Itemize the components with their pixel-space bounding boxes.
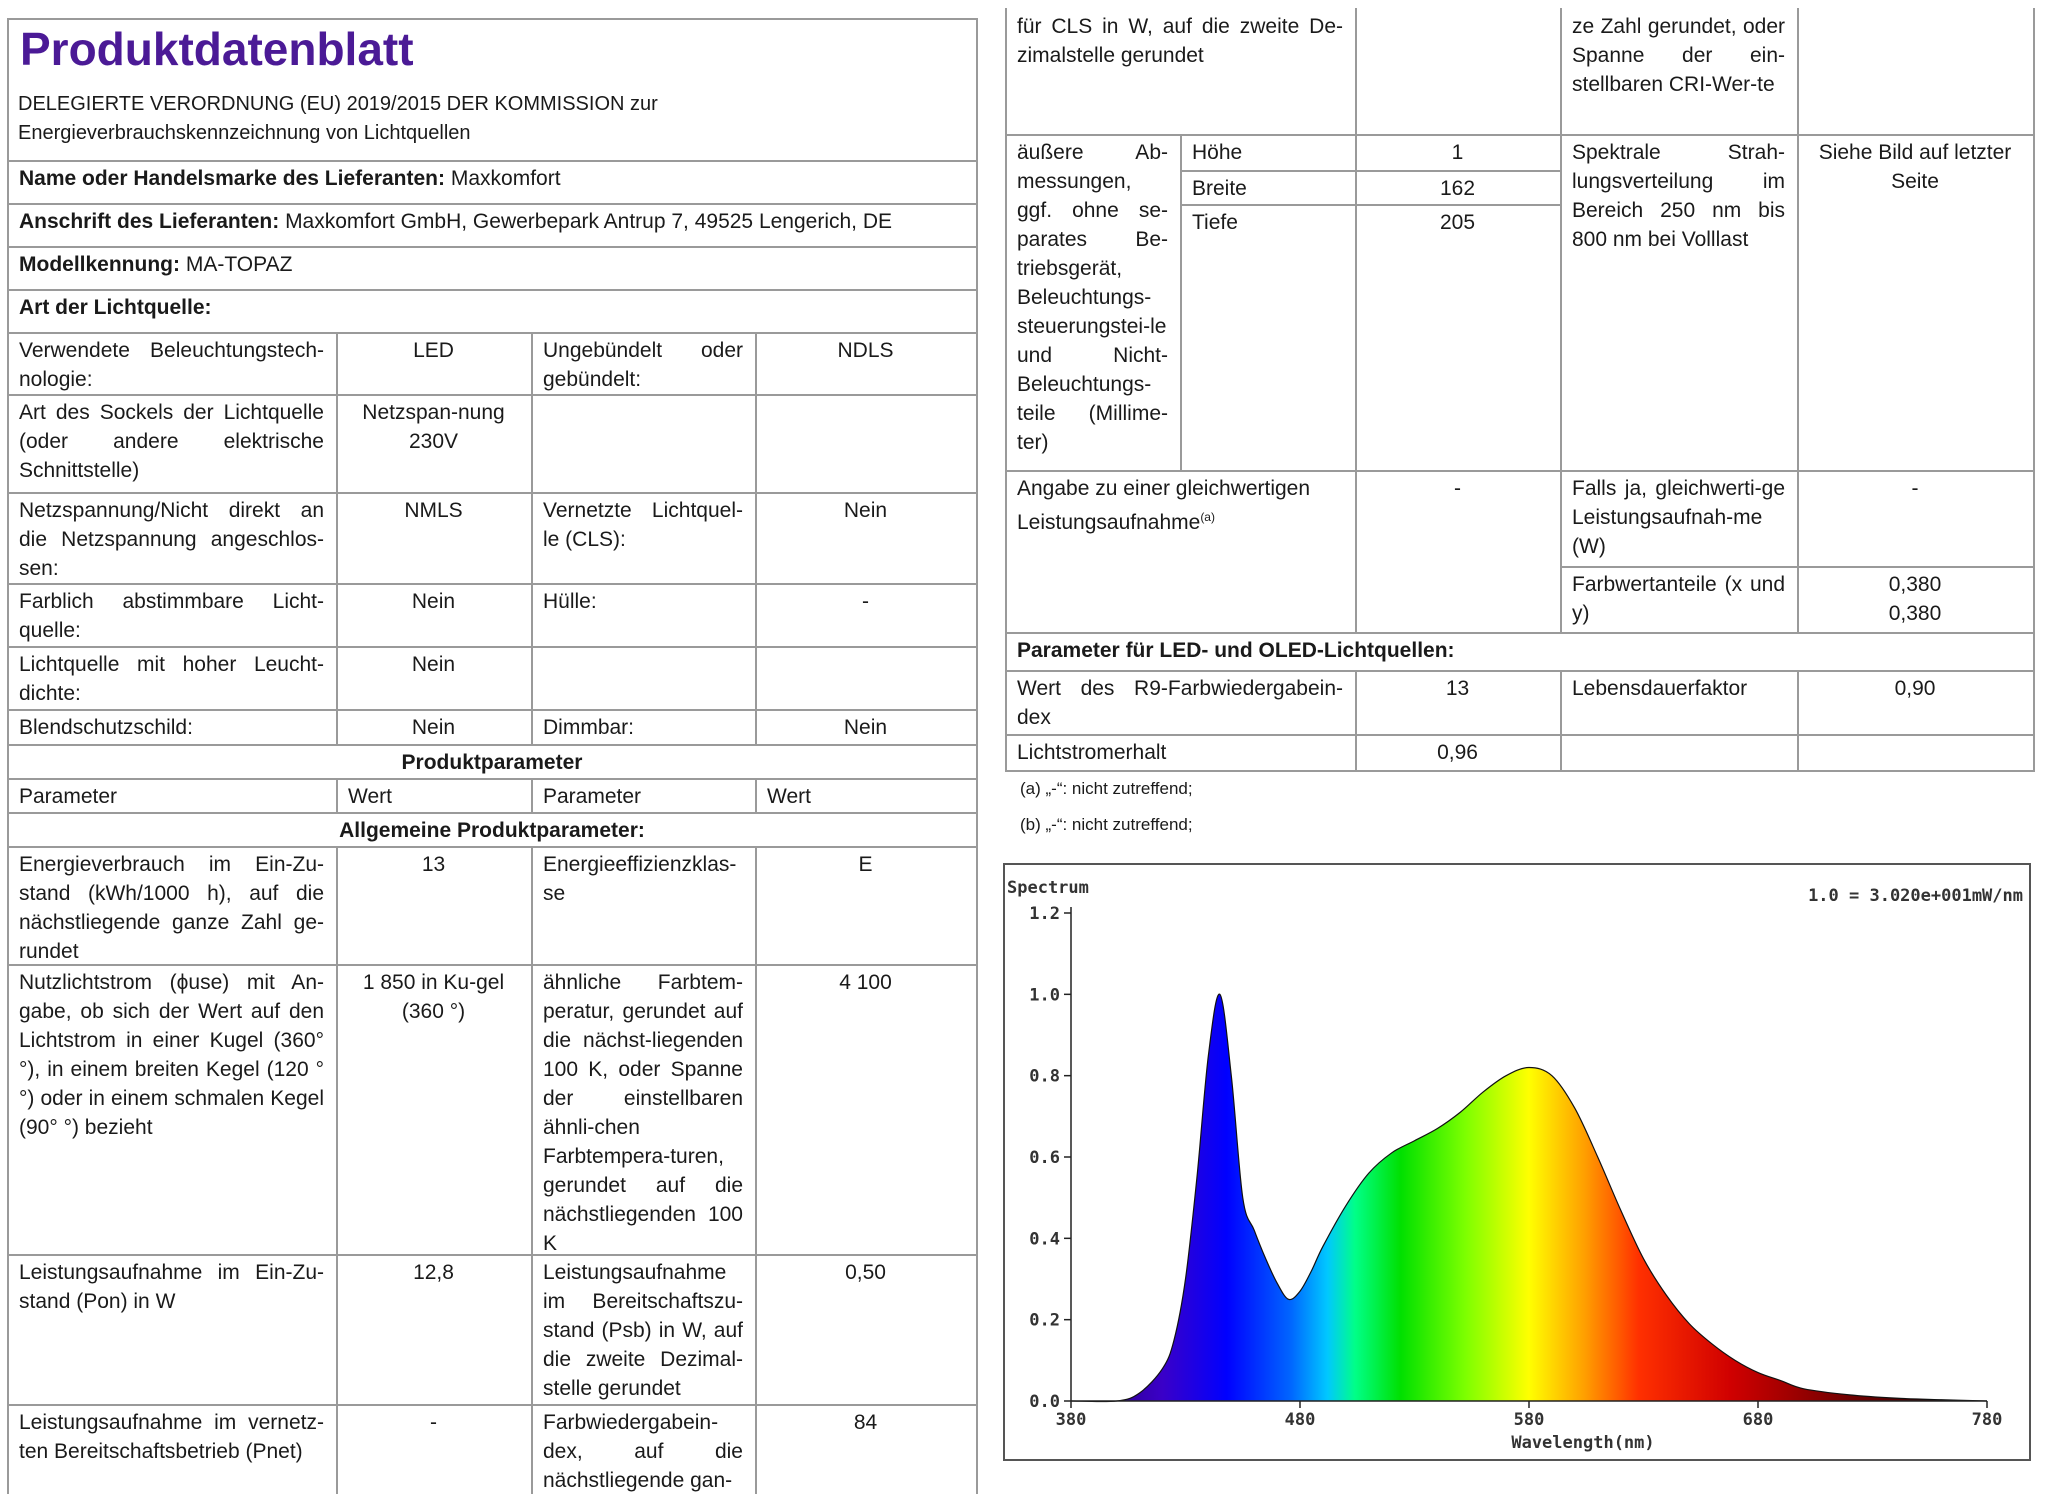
light-row-label: Verwendete Beleuchtungstech-nologie:	[19, 339, 324, 391]
light-row-value: Nein	[411, 716, 456, 739]
param-label-2: Energieeffizienzklas-se	[543, 853, 737, 905]
light-row-label-2: Vernetzte Lichtquel-le (CLS):	[543, 499, 743, 551]
spectral-value: Siehe Bild auf letzter Seite	[1818, 141, 2012, 193]
param-value-2: E	[858, 853, 873, 876]
light-row-label: Farblich abstimmbare Licht-quelle:	[19, 590, 324, 642]
led-params-heading: Parameter für LED- und OLED-Lichtquellen:	[1017, 639, 1455, 662]
footnote-b: (b) „-“: nicht zutreffend;	[1020, 815, 1193, 834]
light-row-value: Nein	[411, 653, 456, 676]
light-row-value-2	[755, 394, 976, 492]
x-axis-label: Wavelength(nm)	[1511, 1433, 1655, 1453]
page-title: Produktdatenblatt	[20, 23, 414, 75]
dimensions-label: äußere Ab-messungen, ggf. ohne se-parates Be-triebsgerät, Beleuchtungs-steuerungstei-le und Nicht-Beleuchtungs-teile (Millime-ter)	[1017, 141, 1168, 454]
r9-value: 13	[1445, 677, 1470, 700]
flux-maintenance-label: Lichtstromerhalt	[1017, 741, 1167, 764]
light-row-label-2	[531, 394, 755, 492]
chart-annotation: 1.0 = 3.020e+001mW/nm	[1808, 886, 2023, 906]
param-value: -	[430, 1411, 437, 1434]
equivalent-if-label: Falls ja, gleichwerti-ge Leistungsaufnah-me (W)	[1572, 477, 1785, 558]
light-row-value-2: NDLS	[837, 339, 894, 362]
param-value: 1 850 in Ku-gel (360 °)	[362, 971, 505, 1023]
dimension-value: 1	[1451, 141, 1464, 164]
chart-title: Spectrum	[1007, 878, 1089, 898]
cri-label-cont: ze Zahl gerundet, oder Spanne der ein-stellbaren CRI-Wer-te	[1572, 15, 1785, 96]
model-row: Modellkennung: MA-TOPAZ	[19, 253, 293, 276]
param-label-2: Leistungsaufnahme im Bereitschaftszu-stand (Psb) in W, auf die zweite Dezimal-stelle gerundet	[543, 1261, 743, 1400]
light-row-label: Lichtquelle mit hoher Leucht-dichte:	[19, 653, 324, 705]
equivalent-power-value: -	[1454, 477, 1461, 500]
light-row-value: Netzspan-nung 230V	[362, 401, 505, 453]
light-row-value: LED	[413, 339, 454, 362]
equivalent-power-label: Angabe zu einer gleichwertigen Leistungsaufnahme$^{(a)}$	[1017, 477, 1311, 534]
param-value-2: 4 100	[839, 971, 892, 994]
lighttype-heading: Art der Lichtquelle:	[19, 296, 212, 319]
y-tick-label: 1.0	[1029, 985, 1060, 1006]
light-row-value: Nein	[411, 590, 456, 613]
cls-standby-label-cont: für CLS in W, auf die zweite De-zimalstelle gerundet	[1017, 15, 1343, 67]
dimension-name: Breite	[1192, 177, 1247, 200]
param-label: Leistungsaufnahme im Ein-Zu-stand (Pon) in W	[19, 1261, 324, 1313]
y-tick-label: 1.2	[1029, 904, 1060, 924]
general-params-heading: Allgemeine Produktparameter:	[339, 819, 645, 842]
param-label: Energieverbrauch im Ein-Zu-stand (kWh/1000 h), auf die nächstliegende ganze Zahl ge-rundet	[19, 853, 324, 963]
y-tick-label: 0.4	[1029, 1229, 1060, 1250]
light-row-value-2: Nein	[843, 499, 888, 522]
column-header: Wert	[767, 785, 811, 808]
supplier-row: Name oder Handelsmarke des Lieferanten: Maxkomfort	[19, 167, 561, 190]
equivalent-if-value: -	[1911, 477, 1919, 500]
lifetime-label: Lebensdauerfaktor	[1572, 677, 1748, 700]
param-label-2: ähnliche Farbtem-peratur, gerundet auf die nächst-liegenden 100 K, oder Spanne der einstellbaren ähnli-chen Farbtempera-turen, gerundet auf die nächstliegenden 100 K	[543, 971, 743, 1254]
flux-maintenance-value: 0,96	[1437, 741, 1478, 764]
x-tick-label: 480	[1284, 1410, 1316, 1430]
light-row-label: Art des Sockels der Lichtquelle (oder andere elektrische Schnittstelle)	[19, 401, 324, 482]
light-row-value: NMLS	[404, 499, 463, 522]
param-value: 13	[421, 853, 446, 876]
param-value-2: 0,50	[845, 1261, 886, 1284]
light-row-label: Netzspannung/Nicht direkt an die Netzspannung angeschlos-sen:	[19, 499, 324, 580]
y-tick-label: 0.0	[1029, 1392, 1060, 1412]
param-value: 12,8	[413, 1261, 454, 1284]
dimension-name: Tiefe	[1192, 211, 1238, 234]
lifetime-value: 0,90	[1894, 677, 1936, 700]
light-row-label-2: Ungebündelt oder gebündelt:	[543, 339, 743, 391]
column-header: Parameter	[19, 785, 118, 808]
dimension-value: 162	[1439, 177, 1476, 200]
param-label: Nutzlichtstrom (ϕuse) mit An-gabe, ob sich der Wert auf den Lichtstrom in einer Kugel (360° °), in einem breiten Kegel (120 °°) oder in einem schmalen Kegel (90° °) bezieht	[19, 971, 324, 1139]
address-row: Anschrift des Lieferanten: Maxkomfort GmbH, Gewerbepark Antrup 7, 49525 Lengerich, DE	[19, 210, 893, 233]
y-tick-label: 0.6	[1029, 1148, 1060, 1168]
light-row-value-2: -	[862, 590, 869, 613]
light-row-label: Blendschutzschild:	[19, 716, 193, 739]
chromaticity-values: 0,380 0,380	[1888, 573, 1942, 625]
spectrum-chart	[1003, 863, 2033, 1463]
r9-label: Wert des R9-Farbwiedergabein-dex	[1017, 677, 1343, 729]
light-row-label-2	[531, 646, 755, 709]
product-params-heading: Produktparameter	[401, 751, 583, 774]
param-label: Leistungsaufnahme im vernetz-ten Bereitschaftsbetrieb (Pnet)	[19, 1411, 324, 1463]
spectral-label: Spektrale Strah-lungsverteilung im Bereich 250 nm bis 800 nm bei Volllast	[1572, 141, 1785, 251]
light-row-label-2: Dimmbar:	[543, 716, 635, 739]
y-tick-label: 0.8	[1029, 1066, 1060, 1087]
light-row-value-2	[755, 646, 976, 709]
dimension-name: Höhe	[1192, 141, 1243, 164]
column-header: Wert	[348, 785, 392, 808]
footnote-a: (a) „-“: nicht zutreffend;	[1020, 779, 1193, 798]
column-header: Parameter	[543, 785, 642, 808]
light-row-value-2: Nein	[843, 716, 888, 739]
param-label-2: Farbwiedergabein-dex, auf die nächstliegende gan-	[543, 1411, 743, 1492]
x-tick-label: 580	[1513, 1410, 1545, 1430]
light-row-label-2: Hülle:	[543, 590, 597, 613]
y-tick-label: 0.2	[1029, 1310, 1060, 1331]
x-tick-label: 680	[1742, 1410, 1774, 1430]
param-value-2: 84	[853, 1411, 878, 1434]
chromaticity-label: Farbwertanteile (x und y)	[1572, 573, 1785, 625]
regulation-text: DELEGIERTE VERORDNUNG (EU) 2019/2015 DER KOMMISSION zur Energieverbrauchskennzeichnung von Lichtquellen	[18, 93, 658, 144]
dimension-value: 205	[1439, 211, 1476, 234]
x-tick-label: 780	[1971, 1410, 2003, 1430]
x-tick-label: 380	[1055, 1410, 1087, 1430]
